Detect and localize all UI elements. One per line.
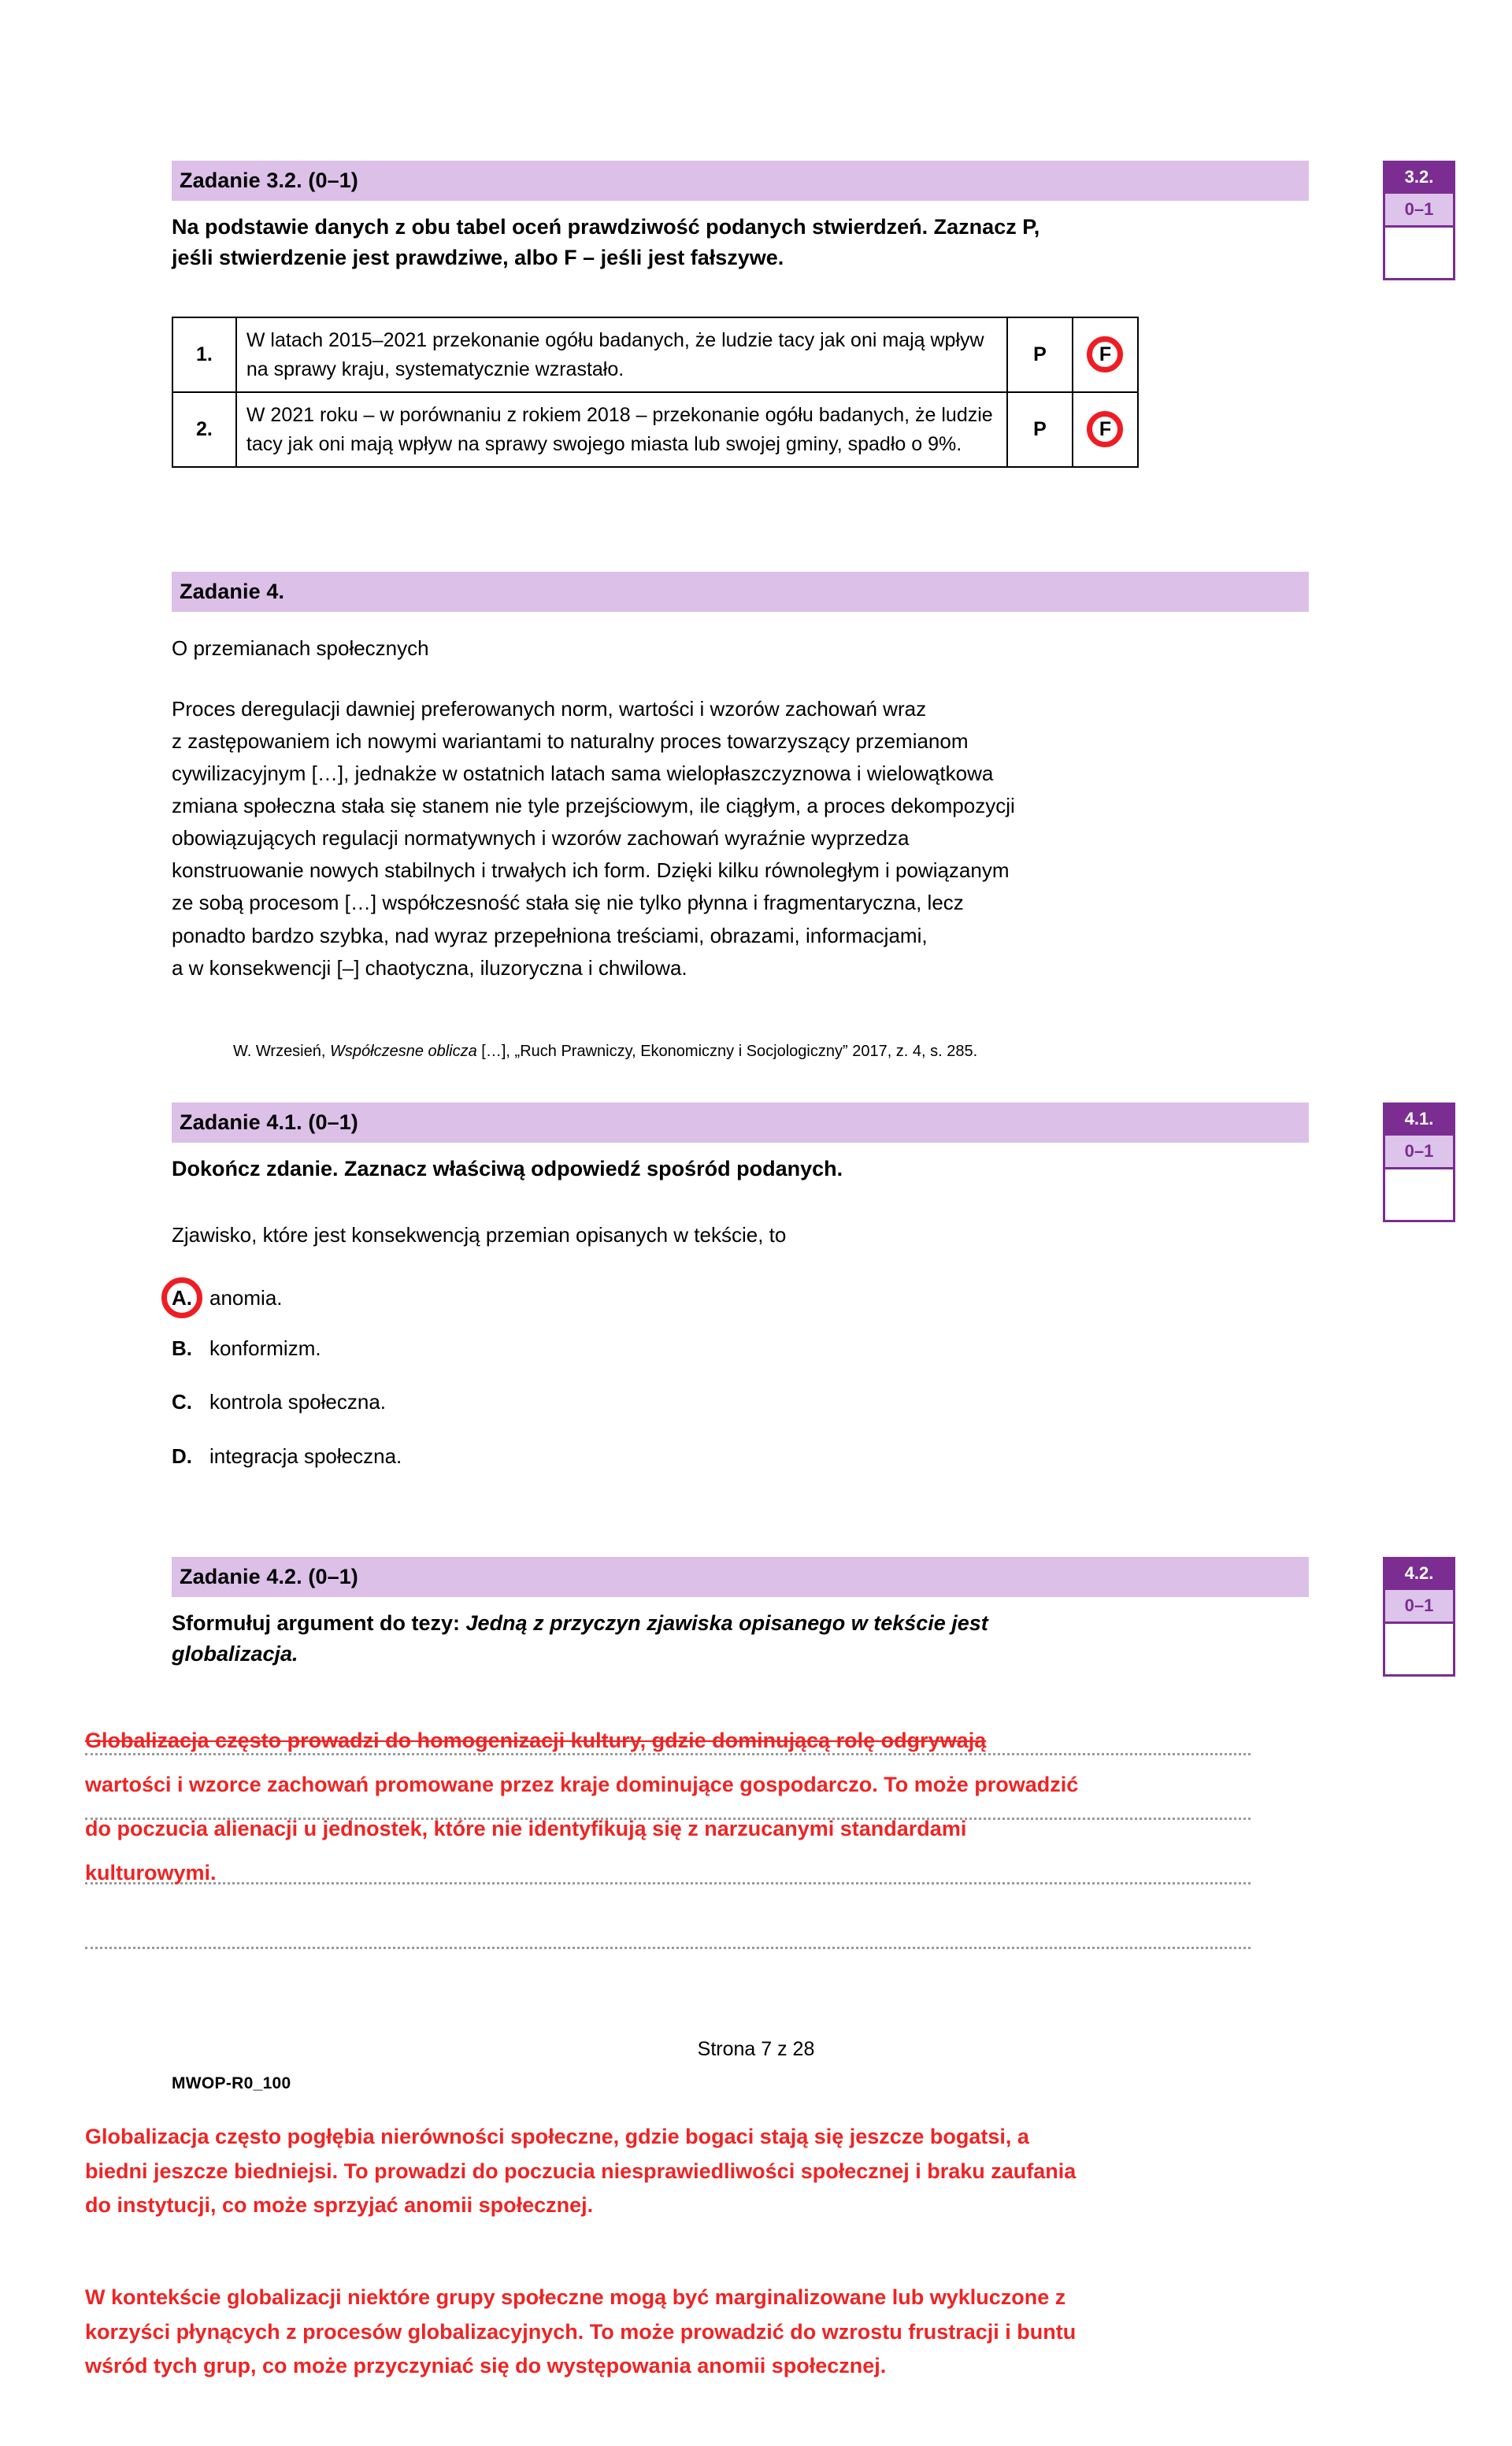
row-option-true[interactable] (1007, 392, 1073, 467)
citation-author: W. Wrzesień, (233, 1043, 330, 1060)
score-box-range: 0–1 (1385, 1133, 1453, 1169)
score-box-value[interactable] (1385, 1169, 1453, 1220)
option-text: anomia. (209, 1286, 283, 1310)
note-line: wśród tych grup, co może przyczyniać się do występowania anomii społecznej. (85, 2354, 887, 2378)
task-4-1-instruction: Dokończ zdanie. Zaznacz właściwą odpowiedź spośród podanych. (172, 1157, 843, 1180)
row-statement: W latach 2015–2021 przekonanie ogółu badanych, że ludzie tacy jak oni mają wpływ na sprawy kraju, systematycznie wzrastało. (236, 317, 1007, 392)
extra-note-2 (85, 2281, 1471, 2384)
option-letter-f: F (1099, 343, 1112, 366)
note-line: biedni jeszcze biedniejsi. To prowadzi do poczucia niesprawiedliwości społecznej i braku zaufania (85, 2159, 1077, 2183)
option-letter-p: P (1033, 418, 1047, 441)
citation-title: Współczesne oblicza (330, 1043, 477, 1060)
text-line: a w konsekwencji [–] chaotyczna, iluzoryczna i chwilowa. (172, 955, 687, 980)
table-row (172, 317, 1138, 392)
instruction-line: Na podstawie danych z obu tabel oceń prawdziwość podanych stwierdzeń. Zaznacz P, (172, 215, 1040, 239)
sheet-code-footer: MWOP-R0_100 (172, 2074, 291, 2092)
score-box-number: 3.2. (1385, 163, 1453, 191)
text-line: z zastępowaniem ich nowymi wariantami to naturalny proces towarzyszący przemianom (172, 729, 969, 754)
option-text: konformizm. (209, 1336, 321, 1361)
score-box-range: 0–1 (1385, 191, 1453, 228)
answer-option-a[interactable] (172, 1286, 402, 1310)
option-letter: B. (172, 1336, 192, 1361)
answer-option-b[interactable] (172, 1336, 402, 1361)
option-letter-text: A. (172, 1286, 192, 1310)
score-box-value[interactable] (1385, 1624, 1453, 1674)
handwritten-answer (85, 1730, 1078, 1884)
score-box-3-2 (1383, 161, 1455, 280)
score-box-number: 4.2. (1385, 1559, 1453, 1588)
text-line: ponadto bardzo szybka, nad wyraz przepełniona treściami, obrazami, informacjami, (172, 923, 928, 947)
instruction-thesis: Jedną z przyczyn zjawiska opisanego w tekście jest (465, 1611, 988, 1635)
text-line: obowiązujących regulacji normatywnych i wzorów zachowań wyraźnie wyprzedza (172, 826, 910, 851)
option-text: kontrola społeczna. (209, 1390, 387, 1414)
instruction-line (172, 1608, 1309, 1639)
note-line: korzyści płynących z procesów globalizacyjnych. To może prowadzić do wzrostu frustracji i buntu (85, 2319, 1077, 2344)
row-index: 2. (172, 392, 236, 467)
answer-line-4[interactable] (85, 1947, 1251, 1949)
score-box-range: 0–1 (1385, 1588, 1453, 1624)
score-box-value[interactable] (1385, 228, 1453, 278)
row-statement: W 2021 roku – w porównaniu z rokiem 2018 – przekonanie ogółu badanych, że ludzie tacy jak oni mają wpływ na sprawy swojego miasta lub swojej gminy, spadło o 9%. (236, 392, 1007, 467)
note-line: Globalizacja często pogłębia nierówności społeczne, gdzie bogaci stają się jeszcze bogatsi, a (85, 2125, 1029, 2148)
table-row (172, 392, 1138, 467)
task-4-1-stem: Zjawisko, które jest konsekwencją przemian opisanych w tekście, to (172, 1223, 787, 1247)
instruction-thesis-cont: globalizacja. (172, 1641, 298, 1666)
row-option-false[interactable] (1073, 392, 1138, 467)
instruction-plain: Sformułuj argument do tezy: (172, 1611, 466, 1635)
text-line: Proces deregulacji dawniej preferowanych norm, wartości i wzorów zachowań wraz (172, 697, 927, 721)
option-letter-p: P (1033, 343, 1047, 366)
task-band-4-2: Zadanie 4.2. (0–1) (172, 1557, 1309, 1597)
note-line: W kontekście globalizacji niektóre grupy społeczne mogą być marginalizowane lub wykluczone z (85, 2285, 1066, 2309)
true-false-table (172, 317, 1139, 468)
source-citation (172, 1041, 1406, 1062)
text-line: ze sobą procesom […] współczesność stała się nie tylko płynna i fragmentaryczna, lecz (172, 891, 964, 915)
answer-option-d[interactable] (172, 1444, 402, 1469)
task-4-source-text (172, 693, 1353, 984)
option-letter: C. (172, 1390, 192, 1414)
text-line: zmiana społeczna stała się stanem nie tyle przejściowym, ile ciągłym, a proces dekompozycji (172, 794, 1015, 818)
task-3-2-instruction (172, 212, 1309, 272)
extra-note-1 (85, 2120, 1471, 2223)
text-line: konstruowanie nowych stabilnych i trwałych ich form. Dzięki kilku równoległym i powiązanym (172, 858, 1010, 883)
citation-details: […], „Ruch Prawniczy, Ekonomiczny i Socjologiczny” 2017, z. 4, s. 285. (476, 1043, 978, 1060)
row-option-false[interactable] (1073, 317, 1138, 392)
task-band-4-1: Zadanie 4.1. (0–1) (172, 1103, 1309, 1143)
option-text: integracja społeczna. (209, 1444, 402, 1468)
task-band-4: Zadanie 4. (172, 572, 1309, 612)
selected-answer-circle-icon (172, 1288, 192, 1308)
dotted-rule (85, 1947, 1251, 1949)
row-option-true[interactable] (1007, 317, 1073, 392)
page-number-footer: Strona 7 z 28 (697, 2038, 815, 2060)
selected-answer-circle-icon (1099, 420, 1111, 439)
note-line: do instytucji, co może sprzyjać anomii społecznej. (85, 2193, 594, 2218)
answer-text-line: wartości i wzorce zachowań promowane przez kraje dominujące gospodarczo. To może prowadzić (85, 1773, 1079, 1796)
answer-option-c[interactable] (172, 1390, 402, 1414)
option-letter: D. (172, 1444, 192, 1468)
selected-answer-circle-icon (1099, 345, 1111, 365)
text-line: cywilizacyjnym […], jednakże w ostatnich latach sama wielopłaszczyznowa i wielowątkowa (172, 762, 994, 786)
answer-text-line: Globalizacja często prowadzi do homogenizacji kultury, gdzie dominującą rolę odgrywają (85, 1729, 987, 1752)
row-index: 1. (172, 317, 236, 392)
task-band-3-2: Zadanie 3.2. (0–1) (172, 161, 1309, 201)
answer-text-line: kulturowymi. (85, 1861, 217, 1885)
score-box-4-1 (1383, 1103, 1455, 1222)
answer-text-line: do poczucia alienacji u jednostek, które nie identyfikują się z narzucanymi standardami (85, 1817, 967, 1840)
task-4-2-instruction (172, 1608, 1309, 1669)
instruction-line: jeśli stwierdzenie jest prawdziwe, albo F – jeśli jest fałszywe. (172, 245, 784, 269)
option-letter (172, 1286, 209, 1310)
option-letter-f: F (1099, 418, 1112, 441)
score-box-4-2 (1383, 1557, 1455, 1677)
task-4-subtitle: O przemianach społecznych (172, 636, 429, 660)
score-box-number: 4.1. (1385, 1105, 1453, 1133)
